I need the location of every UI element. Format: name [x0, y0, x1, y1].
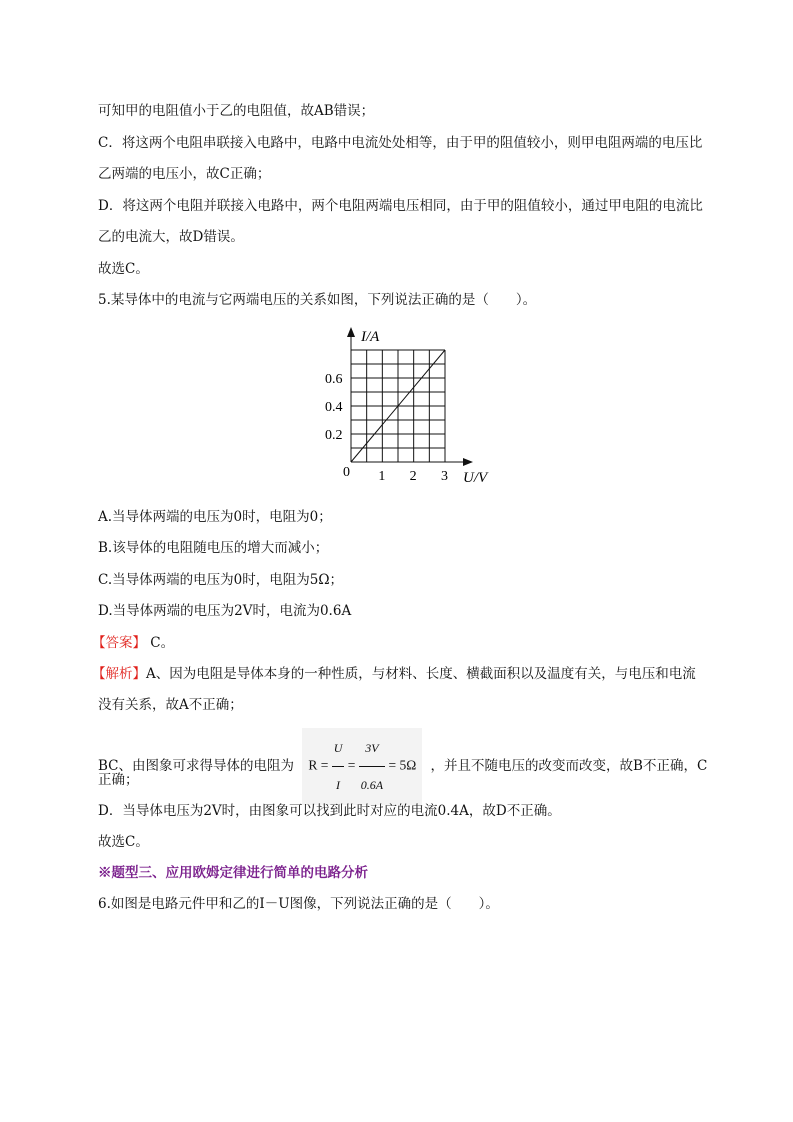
y-tick-label: 0.2 — [325, 428, 343, 443]
option-c: C.当导体两端的电压为0时，电阻为5Ω； — [98, 572, 344, 588]
answer-line — [92, 633, 174, 653]
analysis-label: 【解析】 — [92, 666, 146, 682]
text-line: 故选C。 — [98, 261, 149, 277]
bc-line — [98, 728, 707, 805]
y-axis-arrow — [347, 327, 355, 337]
y-axis-label: I/A — [361, 329, 380, 345]
text-line: D．当导体电压为2V时，由图象可以找到此时对应的电流0.4A，故D不正确。 — [98, 803, 561, 819]
origin-label: 0 — [343, 465, 350, 480]
answer-value: C。 — [146, 635, 175, 651]
option-b: B.该导体的电阻随电压的增大而减小； — [98, 540, 329, 556]
bc-prefix: BC、由图象可求得导体的电阻为 — [98, 758, 295, 774]
text-line: 乙的电流大，故D错误。 — [98, 229, 244, 245]
y-tick-label: 0.6 — [325, 372, 343, 387]
analysis-text: A、因为电阻是导体本身的一种性质，与材料、长度、横截面积以及温度有关，与电压和电流 — [146, 666, 696, 682]
x-tick-label: 2 — [409, 469, 417, 484]
text-line: C．将这两个电阻串联接入电路中，电路中电流处处相等，由于甲的阻值较小，则甲电阻两端的电压比 — [98, 135, 703, 151]
section-title: ※题型三、应用欧姆定律进行简单的电路分析 — [98, 865, 368, 881]
resistance-formula: R = $\frac{U}{I}$ = $\frac{3V}{0.6A}$ = 5Ω — [302, 728, 422, 805]
x-tick-label: 1 — [378, 469, 386, 484]
answer-label: 【答案】 — [92, 635, 146, 651]
x-axis-label: U/V — [463, 470, 488, 486]
x-axis-arrow — [463, 458, 473, 466]
option-a: A.当导体两端的电压为0时，电阻为0； — [98, 509, 332, 525]
x-tick-label: 3 — [441, 469, 448, 484]
option-d: D.当导体两端的电压为2V时，电流为0.6A — [98, 603, 352, 619]
y-tick-label: 0.4 — [325, 400, 343, 415]
analysis-line — [92, 664, 696, 684]
fraction-values: $\frac{3V}{0.6A}$ — [359, 730, 385, 803]
text-line: 没有关系，故A不正确； — [98, 697, 243, 713]
text-line: 故选C。 — [98, 834, 149, 850]
text-line: D．将这两个电阻并联接入电路中，两个电阻两端电压相同，由于甲的阻值较小，通过甲电阻的电流比 — [98, 198, 703, 214]
question-6: 6.如图是电路元件甲和乙的I－U图像，下列说法正确的是（ ）。 — [98, 896, 499, 912]
bc-suffix: ，并且不随电压的改变而改变，故B不正确，C — [430, 758, 708, 774]
question-5: 5.某导体中的电流与它两端电压的关系如图，下列说法正确的是（ ）。 — [98, 292, 537, 308]
text-line: 乙两端的电压小，故C正确； — [98, 166, 271, 182]
text-line: 正确； — [98, 772, 139, 788]
fraction-ui: $\frac{U}{I}$ — [332, 730, 345, 803]
text-line: 可知甲的电阻值小于乙的电阻值，故AB错误； — [98, 103, 375, 119]
iu-graph — [315, 325, 500, 490]
